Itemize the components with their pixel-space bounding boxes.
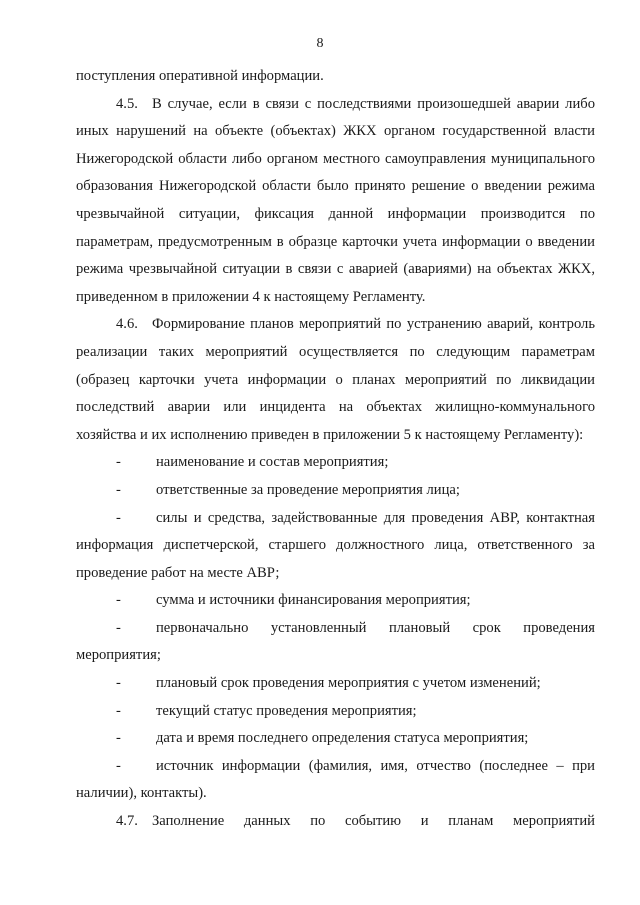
paragraph-text: В случае, если в связи с последствиями произошедшей аварии либо иных нарушений на объекте (объектах) ЖКХ органом государственной власти Нижегородской области либо органом местного самоуправления муниципального образования Нижегородской области было принято решение о введении режима чрезвычайной ситуации, фиксация данной информации производится по параметрам, предусмотренным в образце карточки учета информации о введении режима чрезвычайной ситуации в связи с аварией (авариями) на объектах ЖКХ, приведенном в приложении 4 к настоящему Регламенту. xyxy=(76,95,595,305)
list-dash: - xyxy=(116,730,121,747)
document-body xyxy=(76,63,595,836)
list-item xyxy=(76,477,595,505)
list-item xyxy=(76,753,595,808)
list-item-text: силы и средства, задействованные для проведения АВР, контактная информация диспетчерской, старшего должностного лица, ответственного за проведение работ на месте АВР; xyxy=(76,509,595,581)
list-item-text: ответственные за проведение мероприятия лица; xyxy=(156,481,460,498)
paragraph-text: Заполнение данных по событию и планам мероприятий xyxy=(152,813,595,830)
continuation-paragraph: поступления оперативной информации. xyxy=(76,68,324,84)
paragraph-4-6 xyxy=(76,311,595,449)
list-item xyxy=(76,615,595,670)
list-item xyxy=(76,505,595,588)
paragraph-number: 4.7. xyxy=(116,813,138,830)
list-dash: - xyxy=(116,757,121,774)
list-dash: - xyxy=(116,481,121,498)
list-dash: - xyxy=(116,454,121,471)
page-number: 8 xyxy=(316,36,324,51)
paragraph-text: Формирование планов мероприятий по устранению аварий, контроль реализации таких мероприятий осуществляется по следующим параметрам (образец карточки учета информации о планах мероприятий по ликвидации последствий аварии или инцидента на объектах жилищно-коммунального хозяйства и их исполнению приведен в приложении 5 к настоящему Регламенту): xyxy=(76,316,595,443)
paragraph-4-5 xyxy=(76,91,595,312)
list-item xyxy=(76,698,595,726)
list-item-text: источник информации (фамилия, имя, отчество (последнее – при наличии), контакты). xyxy=(76,757,595,802)
list-dash: - xyxy=(116,675,121,692)
list-item-text: наименование и состав мероприятия; xyxy=(156,454,389,471)
paragraph-4-7 xyxy=(76,808,595,836)
list-item-text: сумма и источники финансирования мероприятия; xyxy=(156,592,471,609)
paragraph-number: 4.5. xyxy=(116,95,138,112)
list-item xyxy=(76,725,595,753)
list-item-text: текущий статус проведения мероприятия; xyxy=(156,702,417,719)
list-item xyxy=(76,449,595,477)
list-item xyxy=(76,670,595,698)
list-item xyxy=(76,587,595,615)
paragraph-number: 4.6. xyxy=(116,316,138,333)
list-item-text: дата и время последнего определения статуса мероприятия; xyxy=(156,730,529,747)
list-dash: - xyxy=(116,592,121,609)
list-dash: - xyxy=(116,619,121,636)
list-item-text: первоначально установленный плановый срок проведения мероприятия; xyxy=(76,619,595,664)
list-dash: - xyxy=(116,509,121,526)
list-dash: - xyxy=(116,702,121,719)
list-item-text: плановый срок проведения мероприятия с учетом изменений; xyxy=(156,675,541,692)
